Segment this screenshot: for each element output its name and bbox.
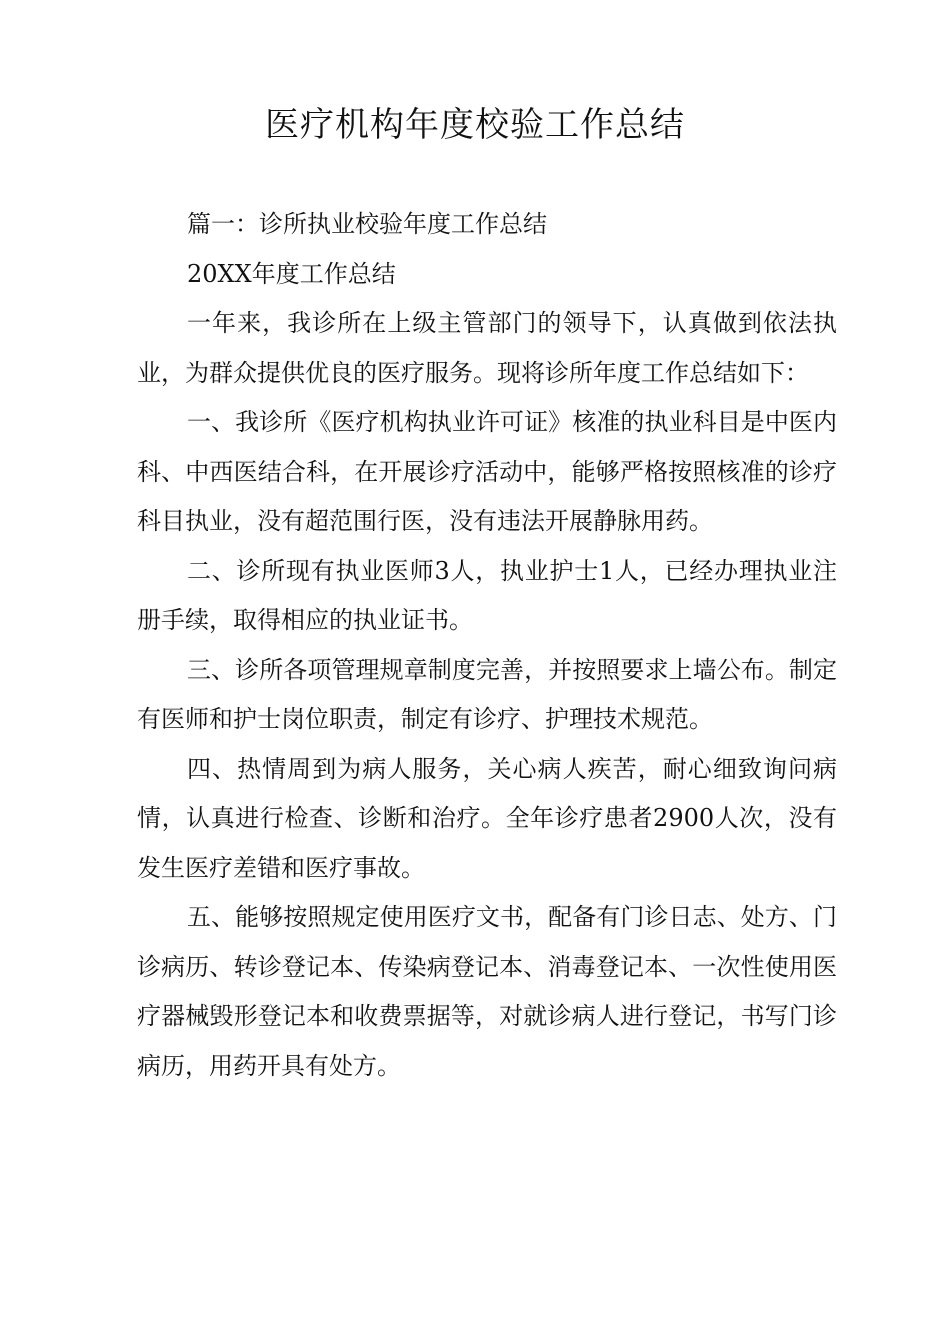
paragraph-1: 一、我诊所《医疗机构执业许可证》核准的执业科目是中医内科、中西医结合科，在开展诊疗活动中，能够严格按照核准的诊疗科目执业，没有超范围行医，没有违法开展静脉用药。 xyxy=(137,408,837,535)
intro-paragraph: 一年来，我诊所在上级主管部门的领导下，认真做到依法执业，为群众提供优良的医疗服务。现将诊所年度工作总结如下： xyxy=(137,309,837,387)
section-heading: 篇一：诊所执业校验年度工作总结 xyxy=(187,210,547,238)
document-body xyxy=(137,200,837,1091)
year-summary-heading: 20XX年度工作总结 xyxy=(187,259,396,288)
paragraph-4: 四、热情周到为病人服务，关心病人疾苦，耐心细致询问病情，认真进行检查、诊断和治疗。全年诊疗患者2900人次，没有发生医疗差错和医疗事故。 xyxy=(137,754,837,882)
paragraph-3: 三、诊所各项管理规章制度完善，并按照要求上墙公布。制定有医师和护士岗位职责，制定有诊疗、护理技术规范。 xyxy=(137,655,837,733)
paragraph-2: 二、诊所现有执业医师3人，执业护士1人，已经办理执业注册手续，取得相应的执业证书。 xyxy=(137,556,837,634)
document-title: 医疗机构年度校验工作总结 xyxy=(265,105,685,145)
paragraph-5: 五、能够按照规定使用医疗文书，配备有门诊日志、处方、门诊病历、转诊登记本、传染病登记本、消毒登记本、一次性使用医疗器械毁形登记本和收费票据等，对就诊病人进行登记，书写门诊病历，用药开具有处方。 xyxy=(137,903,837,1080)
